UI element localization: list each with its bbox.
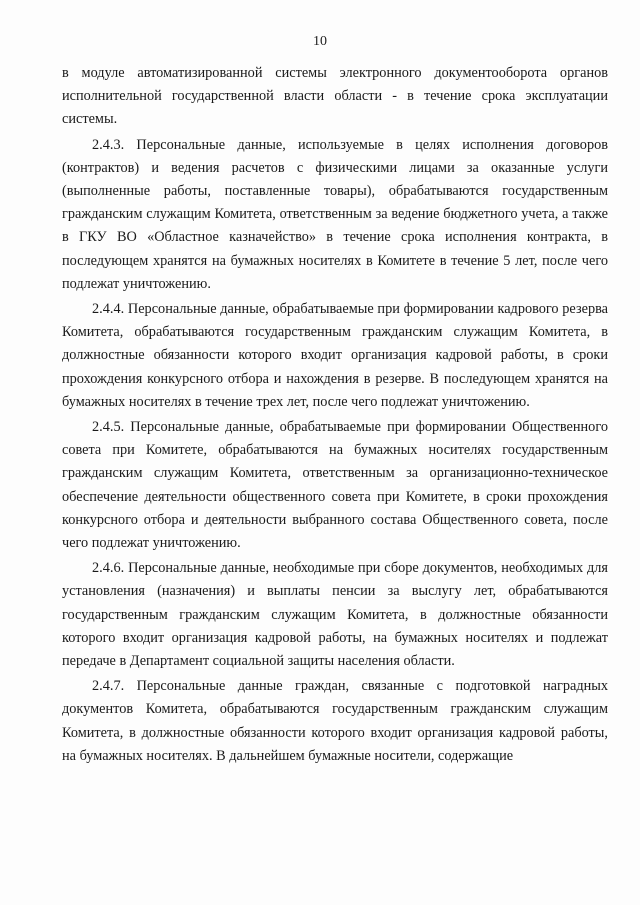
- paragraph-2-4-5: [62, 416, 608, 555]
- paragraph-text: в модуле автоматизированной системы электронного документооборота органов исполнительной государственной власти области - в течение срока эксплуатации системы.: [62, 65, 608, 128]
- paragraph-2-4-7: [62, 675, 608, 768]
- document-body: [62, 62, 608, 768]
- paragraph-2-4-4: [62, 298, 608, 414]
- paragraph-number: 2.4.7.: [92, 678, 125, 695]
- paragraph-number: 2.4.4.: [92, 301, 125, 318]
- paragraph-text: Персональные данные, необходимые при сборе документов, необходимых для установления (назначения) и выплаты пенсии за выслугу лет, обрабатываются государственным гражданским служащим Комитета, в должностные обязанности которого входит организация кадровой работы, на бумажных носителях и подлежат передаче в Департамент социальной защиты населения области.: [62, 560, 608, 670]
- paragraph-number: 2.4.6.: [92, 560, 125, 577]
- paragraph-text: Персональные данные, используемые в целях исполнения договоров (контрактов) и ведения расчетов с физическими лицами за оказанные услуги (выполненные работы, поставленные товары), обрабатываются государственным гражданским служащим Комитета, ответственным за ведение бюджетного учета, а также в ГКУ ВО «Областное казначейство» в течение срока исполнения контракта, в последующем хранятся на бумажных носителях в Комитете в течение 5 лет, после чего подлежат уничтожению.: [62, 136, 608, 292]
- paragraph-number: 2.4.3.: [92, 136, 125, 153]
- page-number: 10: [313, 34, 327, 49]
- paragraph-2-4-3: [62, 134, 608, 296]
- paragraph-text: Персональные данные, обрабатываемые при формировании Общественного совета при Комитете, обрабатываются на бумажных носителях государственным гражданским служащим Комитета, ответственным за организационно-техническое обеспечение деятельности общественного совета при Комитете, в сроки прохождения конкурсного отбора и деятельности выбранного состава Общественного совета, после чего подлежат уничтожению.: [62, 419, 608, 552]
- paragraph-continuation: [62, 62, 608, 132]
- paragraph-text: Персональные данные граждан, связанные с подготовкой наградных документов Комитета, обрабатываются государственным гражданским служащим Комитета, в должностные обязанности которого входит организация кадровой работы, на бумажных носителях. В дальнейшем бумажные носители, содержащие: [62, 678, 609, 764]
- paragraph-text: Персональные данные, обрабатываемые при формировании кадрового резерва Комитета, обрабатываются государственным гражданским служащим Комитета, в должностные обязанности которого входит организация кадровой работы, в сроки прохождения конкурсного отбора и нахождения в резерве. В последующем хранятся на бумажных носителях в течение трех лет, после чего подлежат уничтожению.: [62, 301, 608, 410]
- paragraph-number: 2.4.5.: [92, 419, 125, 436]
- paragraph-2-4-6: [62, 557, 608, 673]
